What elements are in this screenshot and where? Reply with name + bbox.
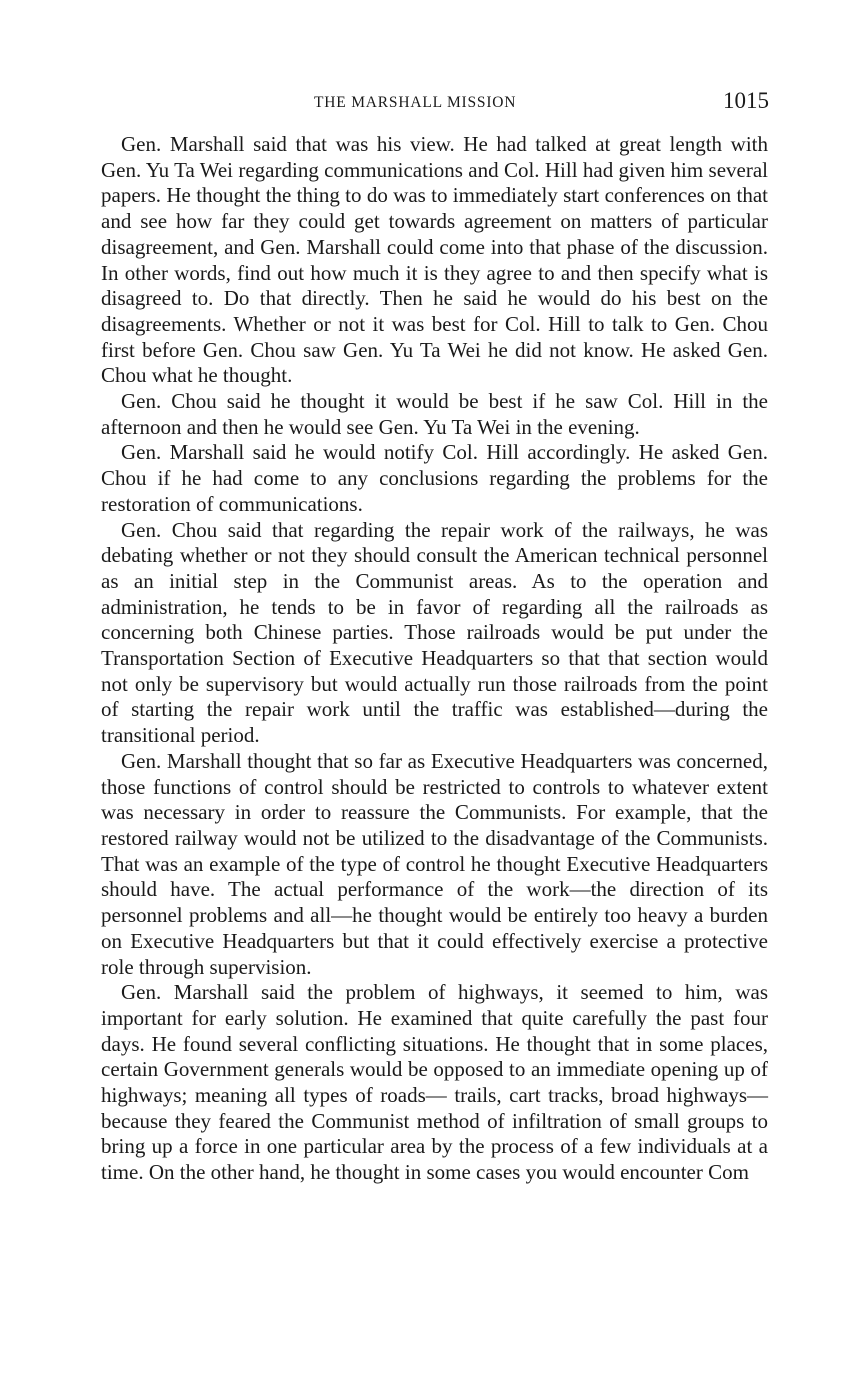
running-title: THE MARSHALL MISSION [314, 94, 517, 111]
page-number: 1015 [723, 88, 769, 113]
paragraph: Gen. Marshall said the problem of highways, it seemed to him, was important for early solution. He examined that quite carefully the past four days. He found several conflicting situations. He thought that in some places, certain Government generals would be opposed to an immediate opening up of highways; meaning all types of roads— trails, cart tracks, broad highways—because they feared the Communist method of infiltration of small groups to bring up a force in one particular area by the process of a few individuals at a time. On the other hand, he thought in some cases you would encounter Com [101, 980, 768, 1185]
paragraph: Gen. Chou said that regarding the repair work of the railways, he was debating whether or not they should consult the American technical personnel as an initial step in the Communist areas. As to the operation and administration, he tends to be in favor of regarding all the railroads as concerning both Chinese parties. Those railroads would be put under the Transportation Section of Executive Headquarters so that that section would not only be supervisory but would actually run those railroads from the point of starting the repair work until the traffic was established—during the transitional period. [101, 517, 768, 748]
paragraph: Gen. Marshall thought that so far as Executive Headquarters was concerned, those functions of control should be restricted to controls to whatever extent was necessary in order to reassure the Communists. For example, that the restored railway would not be utilized to the disadvantage of the Communists. That was an example of the type of control he thought Executive Headquarters should have. The actual performance of the work—the direction of its personnel problems and all—he thought would be entirely too heavy a burden on Executive Headquarters but that it could effectively exercise a protective role through supervision. [101, 748, 768, 979]
paragraph: Gen. Marshall said he would notify Col. Hill accordingly. He asked Gen. Chou if he had come to any conclusions regarding the problems for the restoration of communications. [101, 440, 768, 516]
page-header [0, 88, 861, 116]
paragraph: Gen. Chou said he thought it would be best if he saw Col. Hill in the afternoon and then he would see Gen. Yu Ta Wei in the evening. [101, 389, 768, 439]
body-text [101, 132, 768, 1186]
paragraph: Gen. Marshall said that was his view. He had talked at great length with Gen. Yu Ta Wei regarding communications and Col. Hill had given him several papers. He thought the thing to do was to immediately start conferences on that and see how far they could get towards agreement on matters of particular disagreement, and Gen. Marshall could come into that phase of the discussion. In other words, find out how much it is they agree to and then specify what is disagreed to. Do that directly. Then he said he would do his best on the disagreements. Whether or not it was best for Col. Hill to talk to Gen. Chou first before Gen. Chou saw Gen. Yu Ta Wei he did not know. He asked Gen. Chou what he thought. [101, 132, 768, 388]
